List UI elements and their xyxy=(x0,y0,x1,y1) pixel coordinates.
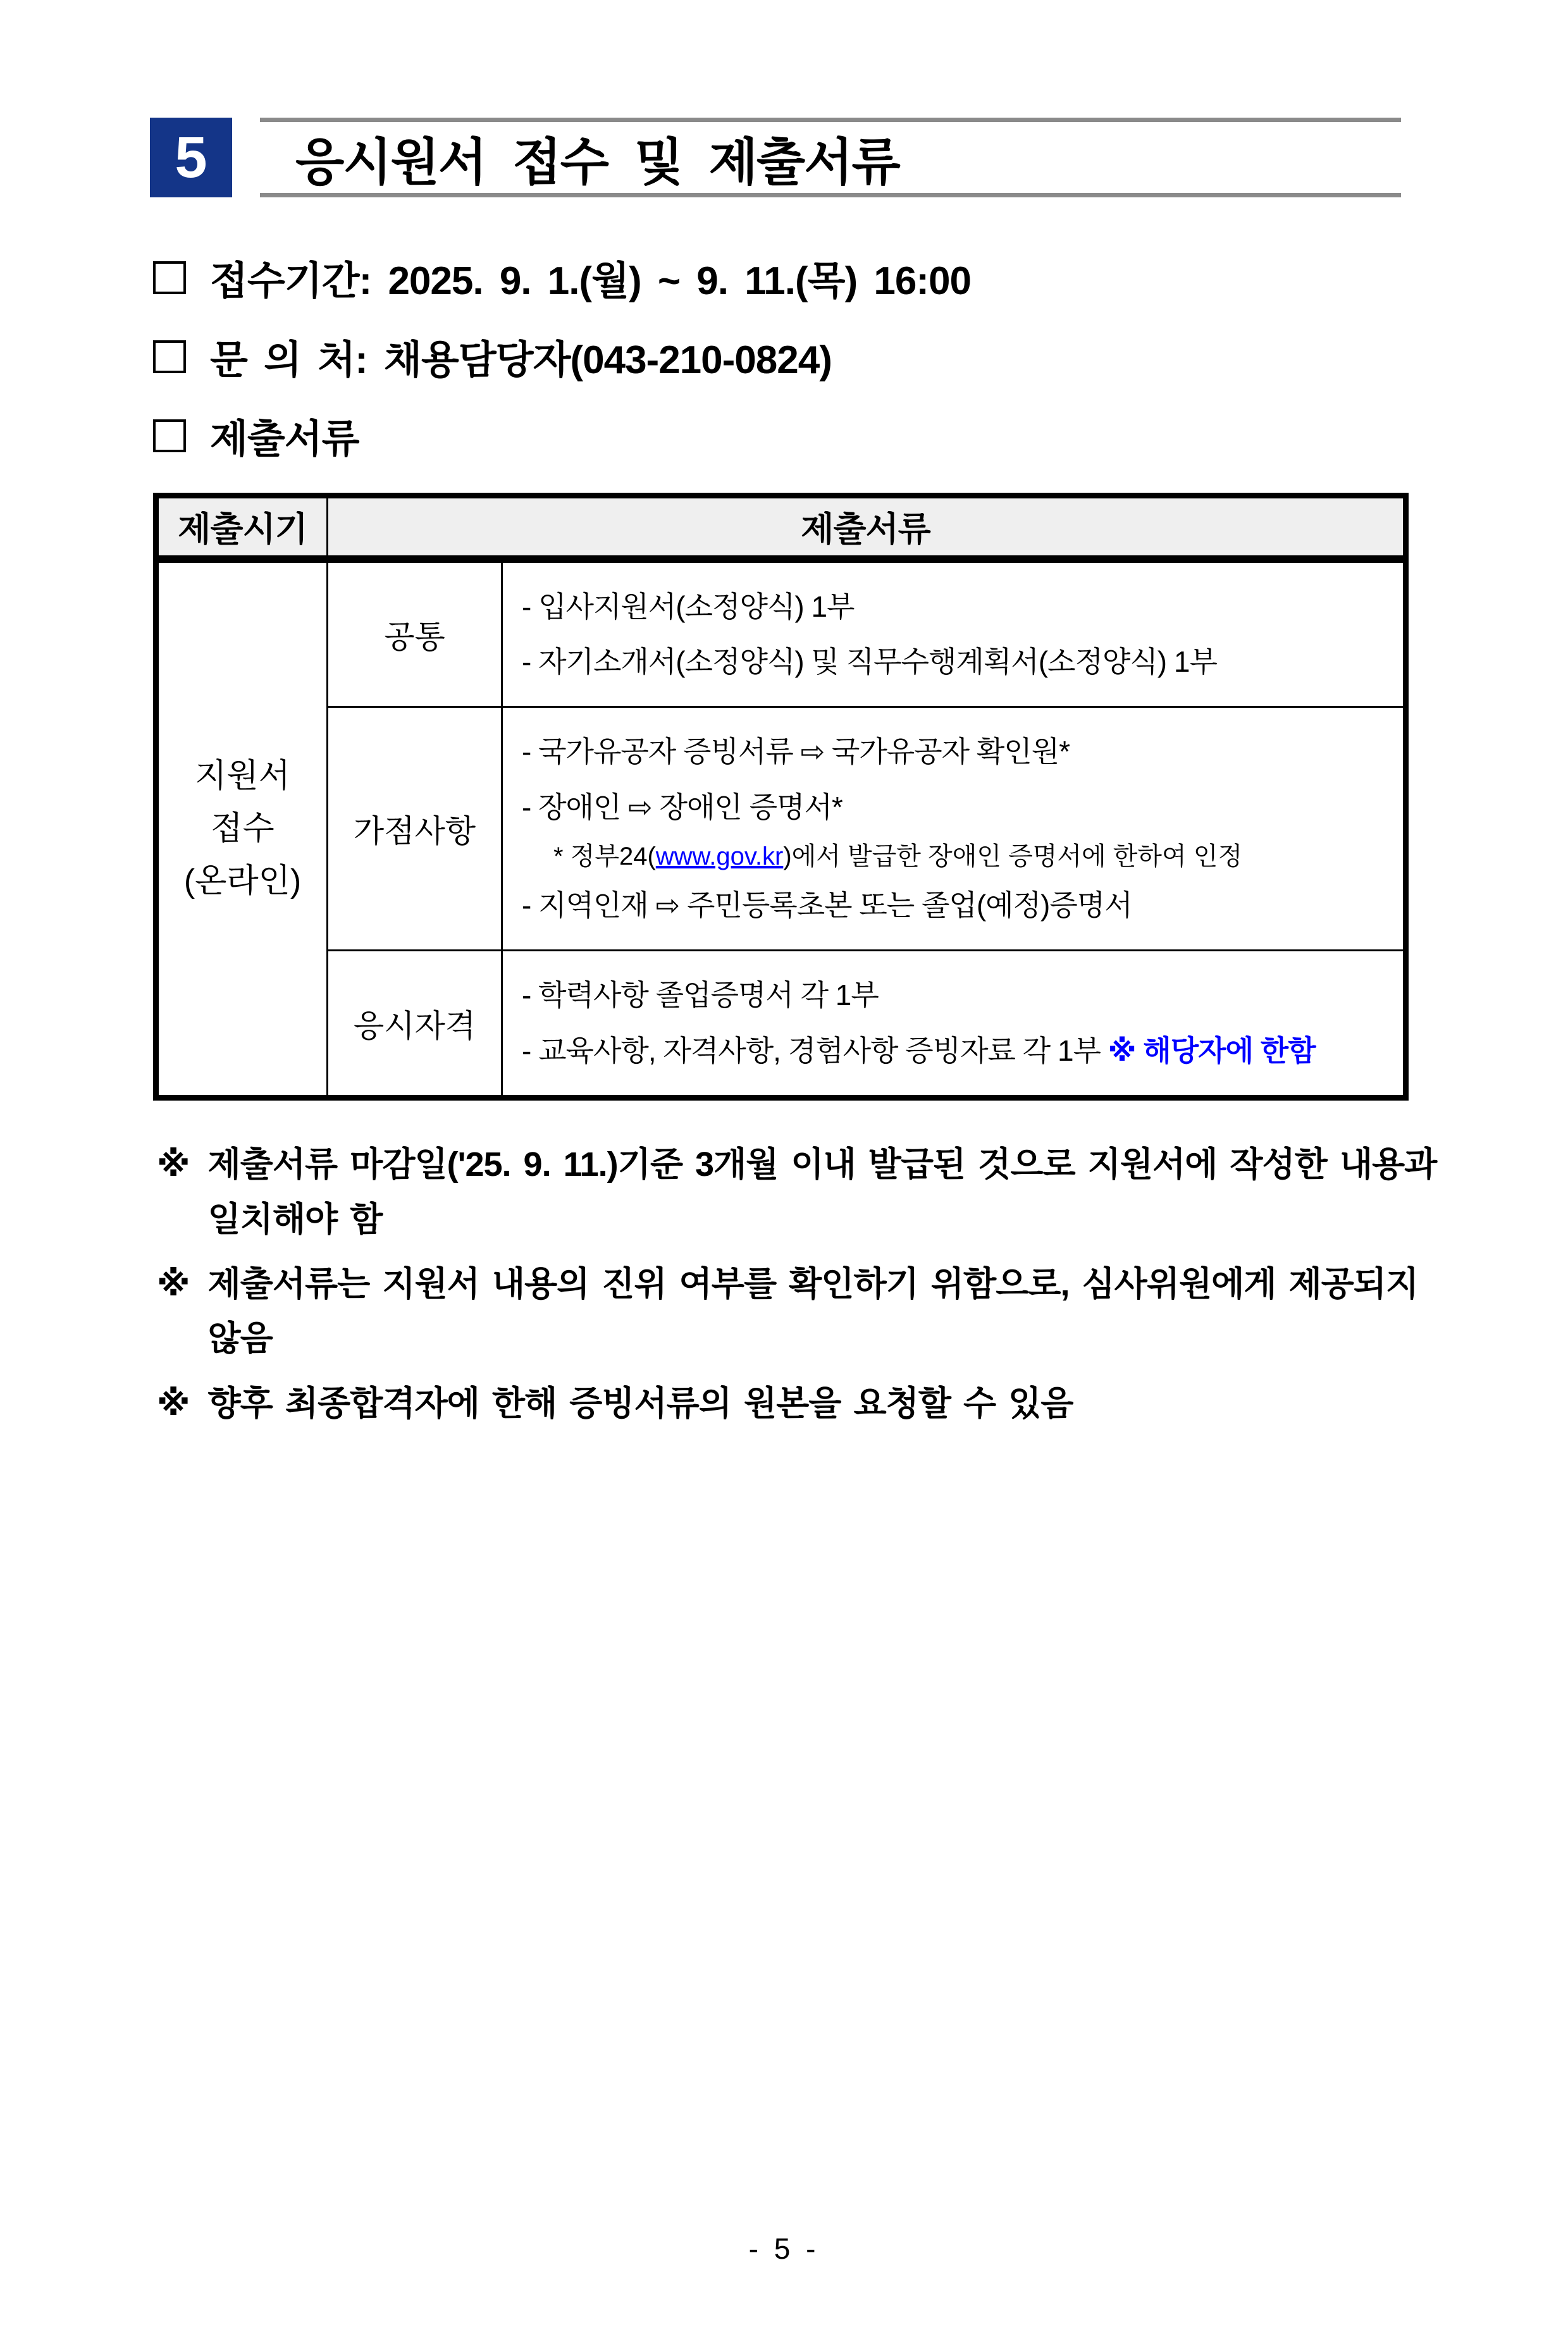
documents-cell-eligibility xyxy=(502,951,1406,1098)
document-item xyxy=(522,1023,1390,1078)
bullet-text: 제출서류 xyxy=(210,417,359,461)
submission-time-line: 접수 xyxy=(211,810,275,847)
section-number-badge: 5 xyxy=(150,118,232,197)
page-number: - 5 - xyxy=(748,2232,820,2265)
document-item: - 학력사항 졸업증명서 각 1부 xyxy=(522,979,879,1012)
note-text: 향후 최종합격자에 한해 증빙서류의 원본을 요청할 수 있음 xyxy=(207,1384,1073,1423)
note-text: 제출서류는 지원서 내용의 진위 여부를 확인하기 위함으로, 심사위원에게 제공되지 않음 xyxy=(207,1265,1419,1358)
checkbox-icon xyxy=(153,340,186,373)
document-item-text: - 교육사항, 자격사항, 경험사항 증빙자료 각 1부 xyxy=(522,1034,1101,1067)
table-row xyxy=(156,707,1406,951)
bullet-item-documents xyxy=(153,407,1441,464)
footnote-prefix: * 정부24( xyxy=(553,843,656,871)
note-line xyxy=(157,1137,1448,1247)
bullet-list xyxy=(153,249,1441,464)
document-item: - 장애인 ⇨ 장애인 증명서* xyxy=(522,790,843,824)
table-row xyxy=(156,951,1406,1098)
table-row xyxy=(156,559,1406,707)
checkbox-icon xyxy=(153,419,186,452)
bullet-item-contact xyxy=(153,328,1441,385)
submission-time-line: 지원서 xyxy=(195,757,290,794)
section-title: 응시원서 접수 및 제출서류 xyxy=(260,118,1401,197)
submission-documents-table xyxy=(153,493,1409,1101)
column-header-submission-documents: 제출서류 xyxy=(328,496,1406,559)
note-line xyxy=(157,1257,1448,1366)
table-header-row xyxy=(156,496,1406,559)
bullet-text: 문 의 처: 채용담당자(043-210-0824) xyxy=(210,338,832,382)
documents-cell-bonus-points xyxy=(502,707,1406,951)
footnote-suffix: )에서 발급한 장애인 증명서에 한하여 인정 xyxy=(783,843,1243,871)
submission-time-line: (온라인) xyxy=(183,862,302,899)
document-item: - 국가유공자 증빙서류 ⇨ 국가유공자 확인원* xyxy=(522,735,1070,769)
category-cell-common: 공통 xyxy=(328,559,502,707)
checkbox-icon xyxy=(153,261,186,294)
column-header-submission-time: 제출시기 xyxy=(156,496,328,559)
document-item: - 자기소개서(소정양식) 및 직무수행계획서(소정양식) 1부 xyxy=(522,645,1217,678)
document-item: - 지역인재 ⇨ 주민등록초본 또는 졸업(예정)증명서 xyxy=(522,889,1132,922)
bullet-item-reception-period xyxy=(153,249,1441,306)
document-item: - 입사지원서(소정양식) 1부 xyxy=(522,590,855,623)
note-text: 제출서류 마감일('25. 9. 11.)기준 3개월 이내 발급된 것으로 지원서에 작성한 내용과 일치해야 함 xyxy=(207,1145,1437,1238)
submission-time-cell xyxy=(156,559,328,1098)
note-line xyxy=(157,1376,1448,1431)
reference-notes xyxy=(157,1137,1448,1431)
gov24-footnote xyxy=(522,835,1390,878)
document-page xyxy=(0,118,1568,2334)
category-cell-bonus-points: 가점사항 xyxy=(328,707,502,951)
reference-mark-icon: ※ xyxy=(157,1384,190,1423)
applicable-only-highlight: ※ 해당자에 한함 xyxy=(1108,1034,1316,1067)
reference-mark-icon: ※ xyxy=(157,1265,190,1304)
gov-kr-link[interactable]: www.gov.kr xyxy=(655,843,784,871)
category-cell-eligibility: 응시자격 xyxy=(328,951,502,1098)
bullet-text: 접수기간: 2025. 9. 1.(월) ~ 9. 11.(목) 16:00 xyxy=(210,259,971,303)
reference-mark-icon: ※ xyxy=(157,1145,190,1184)
section-header xyxy=(150,118,1401,197)
documents-cell-common xyxy=(502,559,1406,707)
